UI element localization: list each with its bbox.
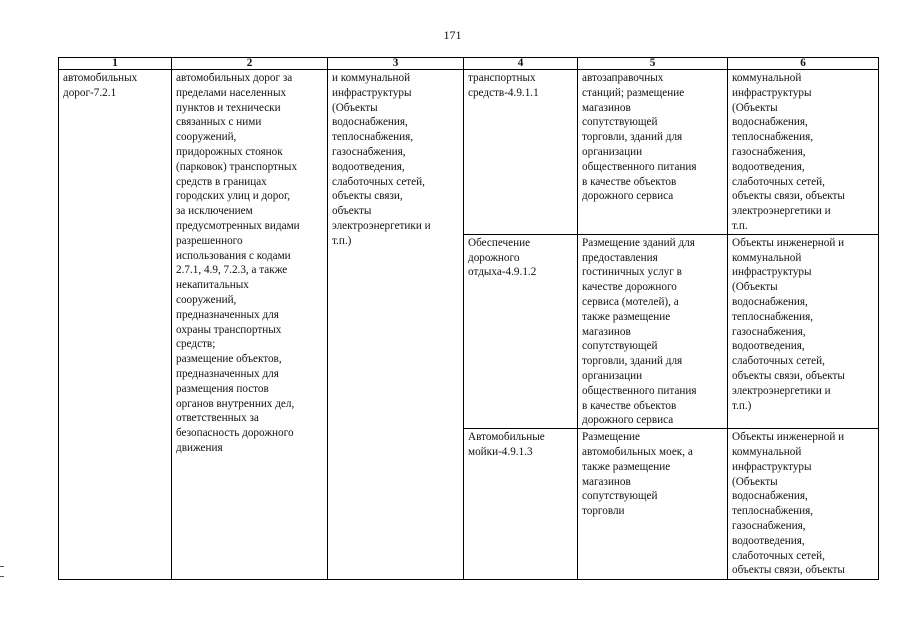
cell-name: Обеспечение дорожного отдыха-4.9.1.2 <box>464 234 578 428</box>
cell-col2: автомобильных дорог за пределами населенных пунктов и технически связанных с ними сооружений, придорожных стоянок (парковок) транспортных средств в границах городских улиц и дорог, за исключением предусмотренных видами разрешенного использования с кодами 2.7.1, 4.9, 7.2.3, а также некапитальных сооружений, предназначенных для охраны транспортных средств; размещение объектов, предназначенных для размещения постов органов внутренних дел, ответственных за безопасность дорожного движения <box>172 70 328 580</box>
scan-edge-mark <box>0 566 4 567</box>
cell-col1: автомобильных дорог-7.2.1 <box>59 70 172 580</box>
column-header-6: 6 <box>728 58 879 70</box>
cell-description: Размещение зданий для предоставления гостиничных услуг в качестве дорожного сервиса (мотелей), а также размещение магазинов сопутствующей торговли, зданий для организации общественного питания в качестве объектов дорожного сервиса <box>578 234 728 428</box>
header-row <box>59 58 879 70</box>
column-header-1: 1 <box>59 58 172 70</box>
cell-description: Размещение автомобильных моек, а также размещение магазинов сопутствующей торговли <box>578 429 728 580</box>
column-header-5: 5 <box>578 58 728 70</box>
column-header-4: 4 <box>464 58 578 70</box>
scan-edge-mark <box>0 576 4 577</box>
column-header-3: 3 <box>328 58 464 70</box>
cell-infrastructure: Объекты инженерной и коммунальной инфраструктуры (Объекты водоснабжения, теплоснабжения, газоснабжения, водоотведения, слаботочных сетей, объекты связи, объекты электроэнергетики и т.п.) <box>728 234 879 428</box>
page-number: 171 <box>443 28 462 42</box>
cell-infrastructure: Объекты инженерной и коммунальной инфраструктуры (Объекты водоснабжения, теплоснабжения, газоснабжения, водоотведения, слаботочных сетей, объекты связи, объекты <box>728 429 879 580</box>
cell-infrastructure: коммунальной инфраструктуры (Объекты водоснабжения, теплоснабжения, газоснабжения, водоотведения, слаботочных сетей, объекты связи, объекты электроэнергетики и т.п. <box>728 70 879 235</box>
cell-name: транспортных средств-4.9.1.1 <box>464 70 578 235</box>
table-row <box>59 70 879 235</box>
cell-col3: и коммунальной инфраструктуры (Объекты водоснабжения, теплоснабжения, газоснабжения, водоотведения, слаботочных сетей, объекты связи, объекты электроэнергетики и т.п.) <box>328 70 464 580</box>
cell-description: автозаправочных станций; размещение магазинов сопутствующей торговли, зданий для организации общественного питания в качестве объектов дорожного сервиса <box>578 70 728 235</box>
column-header-2: 2 <box>172 58 328 70</box>
land-use-table <box>58 57 879 580</box>
cell-name: Автомобильные мойки-4.9.1.3 <box>464 429 578 580</box>
